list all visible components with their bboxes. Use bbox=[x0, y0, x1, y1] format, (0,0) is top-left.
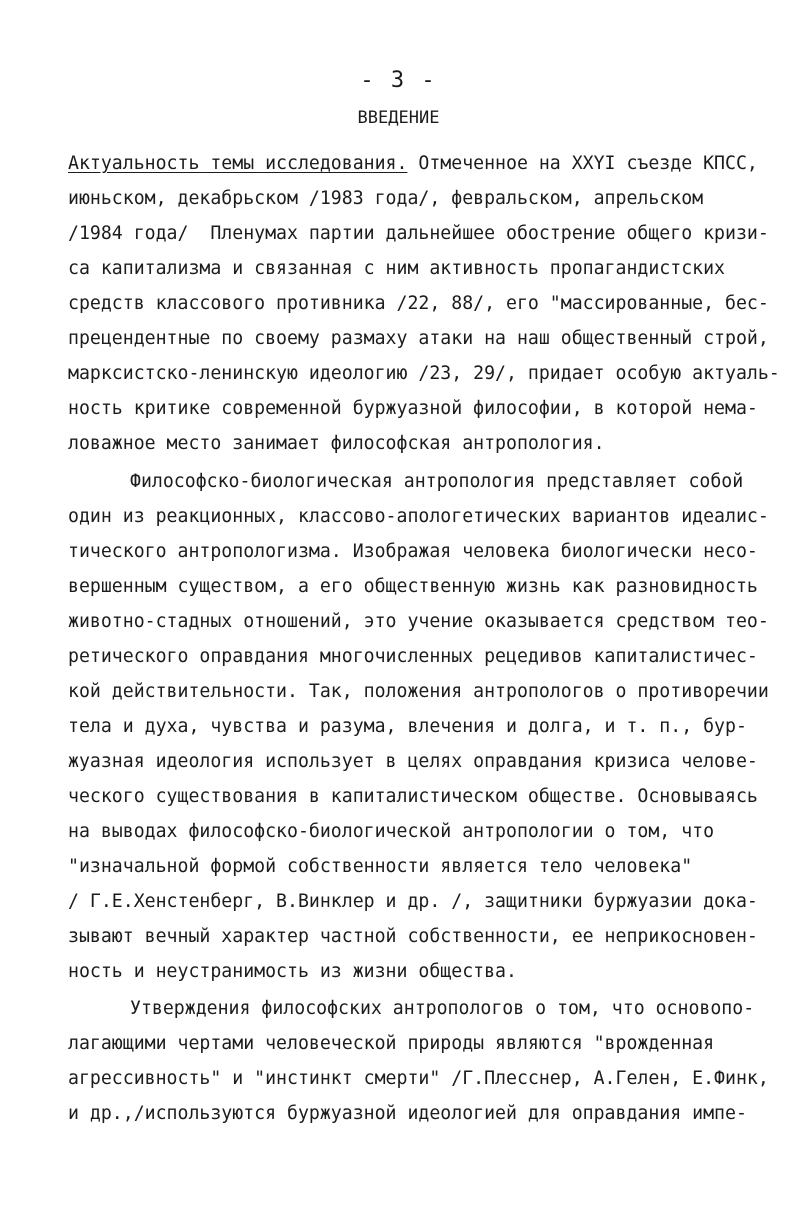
paragraph2-line: животно-стадных отношений, это учение оказывается средством тео- bbox=[68, 611, 769, 632]
paragraph1-line: средств классового противника /22, 88/, его "массированные, бес- bbox=[68, 293, 769, 314]
paragraph2-line: жуазная идеология использует в целях оправдания кризиса челове- bbox=[68, 751, 758, 772]
paragraph2-line: кой действительности. Так, положения антропологов о противоречии bbox=[68, 681, 769, 702]
paragraph1-line: /1984 года/ Пленумах партии дальнейшее обострение общего кризи- bbox=[68, 223, 769, 244]
paragraph2-line: тела и духа, чувства и разума, влечения и долга, и т. п., бур- bbox=[68, 716, 747, 737]
paragraph2-line: один из реакционных, классово-апологетических вариантов идеалис- bbox=[68, 506, 769, 527]
paragraph2-line: ретического оправдания многочисленных рецедивов капиталистичес- bbox=[68, 646, 758, 667]
paragraph1-line: прецендентные по своему размаху атаки на наш общественный строй, bbox=[68, 328, 769, 349]
paragraph1-line: июньском, декабрьском /1983 года/, февральском, апрельском bbox=[68, 188, 704, 209]
paragraph1-line: ность критике современной буржуазной философии, в которой нема- bbox=[68, 398, 758, 419]
paragraph2-line: ческого существования в капиталистическом обществе. Основываясь bbox=[68, 786, 758, 807]
paragraph3-line: Утверждения философских антропологов о том, что основопо- bbox=[130, 998, 755, 1019]
paragraph2-line: тического антропологизма. Изображая человека биологически несо- bbox=[68, 541, 758, 562]
page-number: - 3 - bbox=[360, 68, 437, 93]
paragraph2-line: ность и неустранимость из жизни общества. bbox=[68, 961, 517, 982]
paragraph2-line: "изначальной формой собственности является тело человека" bbox=[68, 856, 693, 877]
paragraph2-line: зывают вечный характер частной собственности, ее неприкосновен- bbox=[68, 926, 758, 947]
paragraph3-line: агрессивность" и "инстинкт смерти" /Г.Плесснер, А.Гелен, Е.Финк, bbox=[68, 1068, 769, 1089]
paragraph1-line: ловажное место занимает философская антропология. bbox=[68, 433, 605, 454]
paragraph1-line: са капитализма и связанная с ним активность пропагандистских bbox=[68, 258, 725, 279]
topic-relevance-lead: Актуальность темы исследования. bbox=[68, 153, 408, 174]
paragraph1-line bbox=[68, 152, 758, 176]
paragraph1-line: марксистско-ленинскую идеологию /23, 29/, придает особую актуаль- bbox=[68, 363, 780, 384]
section-heading: ВВЕДЕНИЕ bbox=[357, 108, 440, 128]
paragraph2-line: / Г.Е.Хенстенберг, В.Винклер и др. /, защитники буржуазии дока- bbox=[68, 891, 758, 912]
paragraph2-line: вершенным существом, а его общественную жизнь как разновидность bbox=[68, 576, 758, 597]
paragraph3-line: и др.,/используются буржуазной идеологией для оправдания импе- bbox=[68, 1103, 747, 1124]
paragraph2-line: Философско-биологическая антропология представляет собой bbox=[130, 471, 744, 492]
paragraph1-line1-rest: Отмеченное на XXYI съезде КПСС, bbox=[407, 153, 758, 174]
paragraph3-line: лагающими чертами человеческой природы являются "врожденная bbox=[68, 1033, 715, 1054]
paragraph2-line: на выводах философско-биологической антропологии о том, что bbox=[68, 821, 715, 842]
